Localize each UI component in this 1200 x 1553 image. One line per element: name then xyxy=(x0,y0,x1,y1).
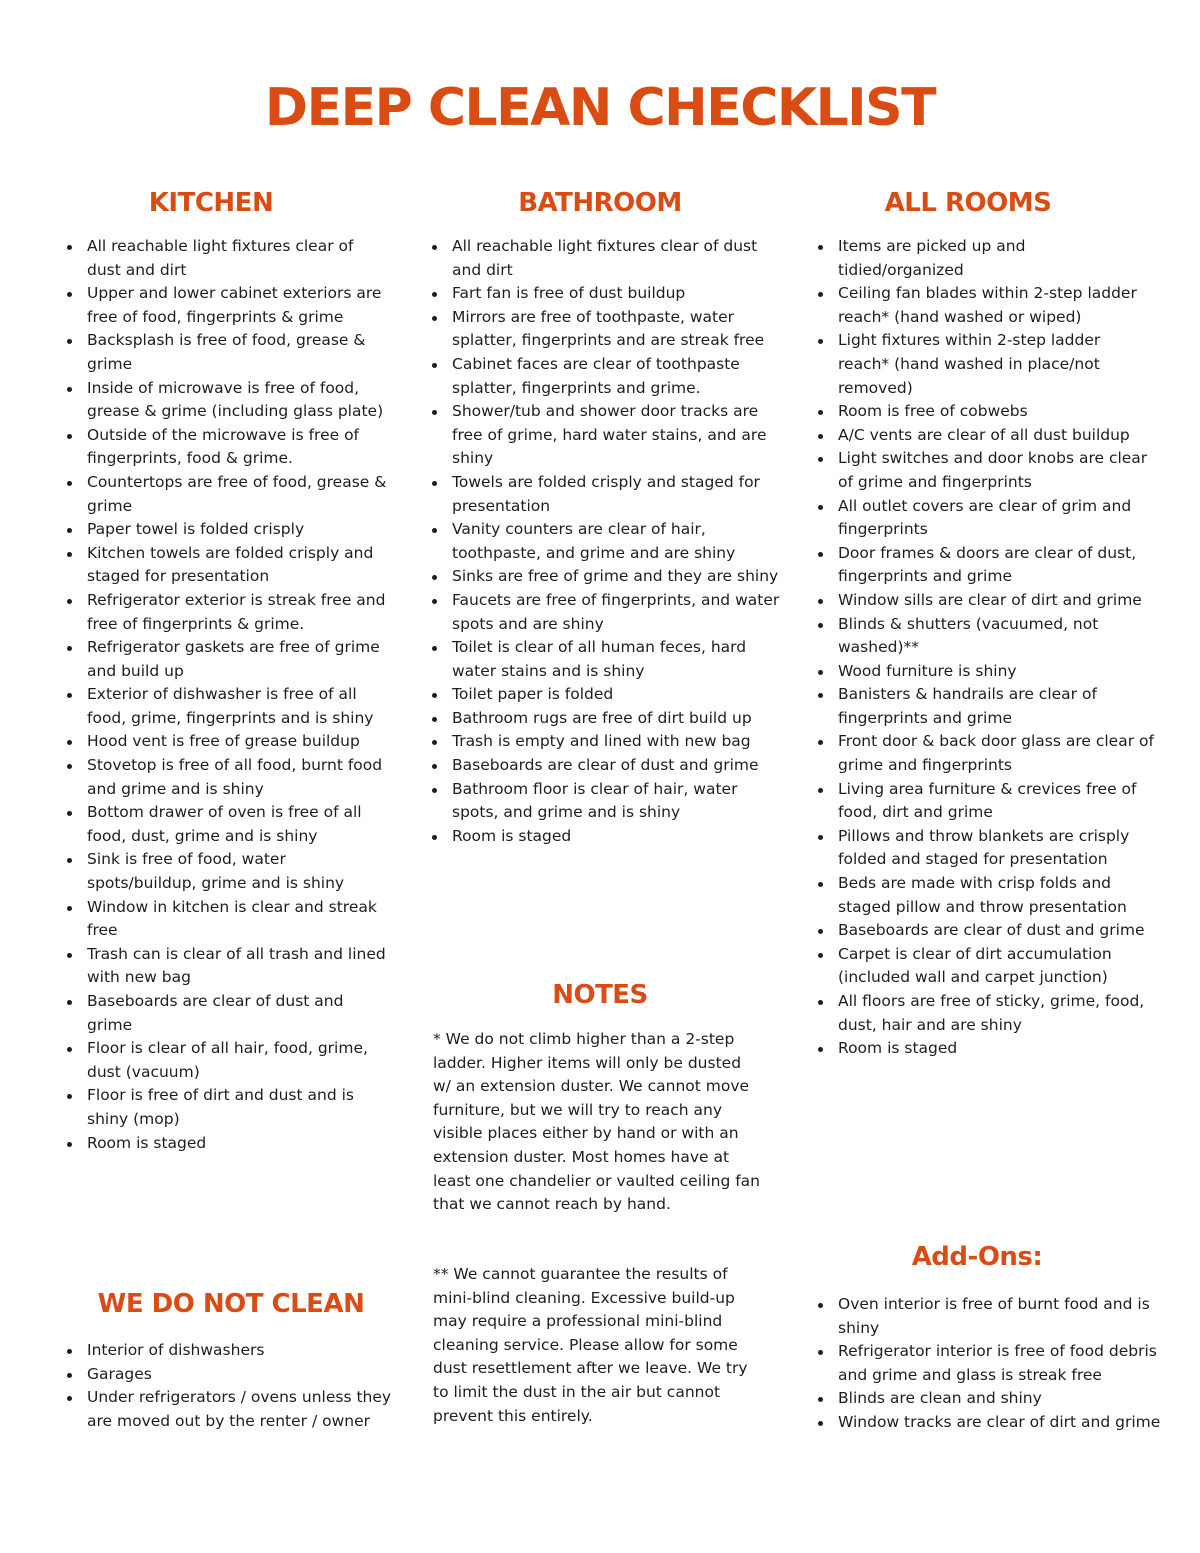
checklist-item: Bottom drawer of oven is free of all food, dust, grime and is shiny xyxy=(87,801,392,848)
checklist-item: Countertops are free of food, grease & grime xyxy=(87,471,392,518)
checklist-item: Hood vent is free of grease buildup xyxy=(87,730,392,754)
checklist-item: Refrigerator interior is free of food debris and grime and glass is streak free xyxy=(838,1340,1168,1387)
checklist-item: Beds are made with crisp folds and staged pillow and throw presentation xyxy=(838,872,1156,919)
checklist-item: Fart fan is free of dust buildup xyxy=(452,282,782,306)
checklist-item: All outlet covers are clear of grim and fingerprints xyxy=(838,495,1156,542)
checklist-item: Bathroom rugs are free of dirt build up xyxy=(452,707,782,731)
checklist-item: Items are picked up and tidied/organized xyxy=(838,235,1156,282)
checklist-item: Light fixtures within 2-step ladder reach* (hand washed in place/not removed) xyxy=(838,329,1156,400)
checklist-item: Kitchen towels are folded crisply and staged for presentation xyxy=(87,542,392,589)
notes-paragraph-ladder: * We do not climb higher than a 2-step ladder. Higher items will only be dusted w/ an extension duster. We cannot move furniture, but we will try to reach any visible places either by hand or with an extension duster. Most homes have at least one chandelier or vaulted ceiling fan that we cannot reach by hand. xyxy=(433,1030,760,1214)
checklist-item: Banisters & handrails are clear of fingerprints and grime xyxy=(838,683,1156,730)
checklist-item: Window tracks are clear of dirt and grime xyxy=(838,1411,1168,1435)
checklist-item: Garages xyxy=(87,1363,392,1387)
checklist-item: Outside of the microwave is free of fingerprints, food & grime. xyxy=(87,424,392,471)
checklist-item: Stovetop is free of all food, burnt food and grime and is shiny xyxy=(87,754,392,801)
checklist-item: Room is staged xyxy=(838,1037,1156,1061)
checklist-item: Refrigerator exterior is streak free and free of fingerprints & grime. xyxy=(87,589,392,636)
checklist-item: Inside of microwave is free of food, grease & grime (including glass plate) xyxy=(87,377,392,424)
checklist-item: Floor is clear of all hair, food, grime, dust (vacuum) xyxy=(87,1037,392,1084)
checklist-item: Light switches and door knobs are clear of grime and fingerprints xyxy=(838,447,1156,494)
do-not-clean-heading: WE DO NOT CLEAN xyxy=(97,1289,365,1319)
checklist-item: Toilet is clear of all human feces, hard water stains and is shiny xyxy=(452,636,782,683)
notes-heading: NOTES xyxy=(552,980,648,1010)
checklist-item: Trash can is clear of all trash and lined with new bag xyxy=(87,943,392,990)
checklist-item: Sink is free of food, water spots/buildup, grime and is shiny xyxy=(87,848,392,895)
kitchen-checklist xyxy=(65,235,392,1155)
checklist-item: A/C vents are clear of all dust buildup xyxy=(838,424,1156,448)
checklist-item: Carpet is clear of dirt accumulation (included wall and carpet junction) xyxy=(838,943,1156,990)
checklist-item: All reachable light fixtures clear of dust and dirt xyxy=(452,235,782,282)
checklist-item: Vanity counters are clear of hair, toothpaste, and grime and are shiny xyxy=(452,518,782,565)
kitchen-heading: KITCHEN xyxy=(148,188,274,218)
checklist-item: Cabinet faces are clear of toothpaste splatter, fingerprints and grime. xyxy=(452,353,782,400)
checklist-item: Bathroom floor is clear of hair, water spots, and grime and is shiny xyxy=(452,778,782,825)
checklist-item: Baseboards are clear of dust and grime xyxy=(452,754,782,778)
checklist-item: All reachable light fixtures clear of dust and dirt xyxy=(87,235,392,282)
checklist-item: Baseboards are clear of dust and grime xyxy=(838,919,1156,943)
add-ons-list xyxy=(816,1293,1168,1435)
checklist-item: All floors are free of sticky, grime, food, dust, hair and are shiny xyxy=(838,990,1156,1037)
page-title: DEEP CLEAN CHECKLIST xyxy=(264,78,936,138)
checklist-item: Interior of dishwashers xyxy=(87,1339,392,1363)
checklist-item: Window sills are clear of dirt and grime xyxy=(838,589,1156,613)
checklist-item: Oven interior is free of burnt food and is shiny xyxy=(838,1293,1168,1340)
checklist-item: Baseboards are clear of dust and grime xyxy=(87,990,392,1037)
checklist-item: Trash is empty and lined with new bag xyxy=(452,730,782,754)
checklist-item: Wood furniture is shiny xyxy=(838,660,1156,684)
checklist-item: Under refrigerators / ovens unless they are moved out by the renter / owner xyxy=(87,1386,392,1433)
do-not-clean-list xyxy=(65,1339,392,1433)
checklist-item: Backsplash is free of food, grease & grime xyxy=(87,329,392,376)
checklist-item: Blinds are clean and shiny xyxy=(838,1387,1168,1411)
checklist-item: Floor is free of dirt and dust and is shiny (mop) xyxy=(87,1084,392,1131)
checklist-item: Toilet paper is folded xyxy=(452,683,782,707)
checklist-item: Door frames & doors are clear of dust, fingerprints and grime xyxy=(838,542,1156,589)
checklist-item: Room is staged xyxy=(87,1132,392,1156)
checklist-item: Room is free of cobwebs xyxy=(838,400,1156,424)
all-rooms-checklist xyxy=(816,235,1156,1061)
checklist-item: Paper towel is folded crisply xyxy=(87,518,392,542)
checklist-item: Blinds & shutters (vacuumed, not washed)** xyxy=(838,613,1156,660)
notes-paragraph-blinds: ** We cannot guarantee the results of mini-blind cleaning. Excessive build-up may require a professional mini-blind cleaning service. Please allow for some dust resettlement after we leave. We try to limit the dust in the air but cannot prevent this entirely. xyxy=(433,1265,748,1425)
checklist-item: Sinks are free of grime and they are shiny xyxy=(452,565,782,589)
add-ons-heading: Add-Ons: xyxy=(911,1242,1043,1272)
checklist-item: Window in kitchen is clear and streak free xyxy=(87,896,392,943)
checklist-item: Living area furniture & crevices free of food, dirt and grime xyxy=(838,778,1156,825)
checklist-item: Shower/tub and shower door tracks are free of grime, hard water stains, and are shiny xyxy=(452,400,782,471)
checklist-item: Upper and lower cabinet exteriors are free of food, fingerprints & grime xyxy=(87,282,392,329)
checklist-item: Pillows and throw blankets are crisply folded and staged for presentation xyxy=(838,825,1156,872)
checklist-item: Mirrors are free of toothpaste, water splatter, fingerprints and are streak free xyxy=(452,306,782,353)
checklist-item: Exterior of dishwasher is free of all food, grime, fingerprints and is shiny xyxy=(87,683,392,730)
bathroom-heading: BATHROOM xyxy=(518,188,682,218)
all-rooms-heading: ALL ROOMS xyxy=(884,188,1052,218)
bathroom-checklist xyxy=(430,235,782,848)
checklist-item: Room is staged xyxy=(452,825,782,849)
checklist-item: Ceiling fan blades within 2-step ladder reach* (hand washed or wiped) xyxy=(838,282,1156,329)
checklist-item: Refrigerator gaskets are free of grime and build up xyxy=(87,636,392,683)
checklist-item: Front door & back door glass are clear of grime and fingerprints xyxy=(838,730,1156,777)
checklist-item: Faucets are free of fingerprints, and water spots and are shiny xyxy=(452,589,782,636)
checklist-item: Towels are folded crisply and staged for presentation xyxy=(452,471,782,518)
